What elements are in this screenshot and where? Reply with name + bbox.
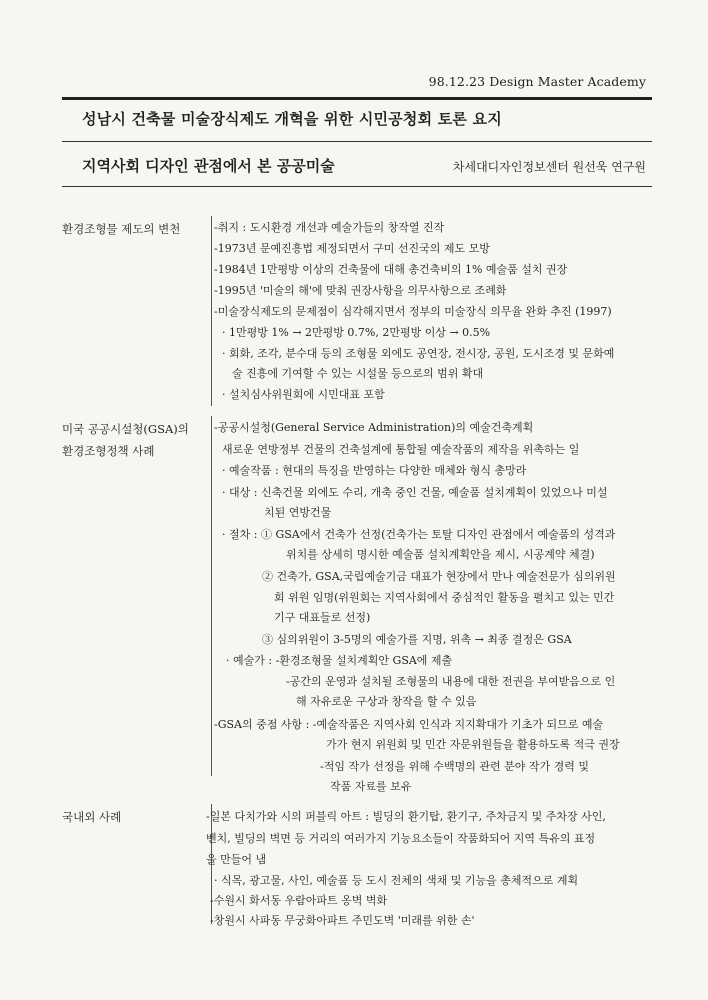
- section-gsa-line: 새로운 연방정부 건물의 건축설계에 통합될 예술작품의 제작을 위촉하는 일: [222, 443, 580, 456]
- section-cases-line: 을 만들어 냄: [206, 853, 267, 866]
- section-gsa-line: -GSA의 중점 사항 : -예술작품은 지역사회 인식과 지지확대가 기초가 되므로 예술: [214, 718, 604, 731]
- section-divider-gsa: [211, 416, 212, 776]
- document-title: 성남시 건축물 미술장식제도 개혁을 위한 시민공청회 토론 요지: [82, 110, 502, 128]
- section-history-line: · 회화, 조각, 분수대 등의 조형물 외에도 공연장, 전시장, 공원, 도시조경 및 문화예: [222, 347, 615, 360]
- section-divider-history: [211, 216, 212, 406]
- section-history-line: -1973년 문예진흥법 제정되면서 구미 선진국의 제도 모방: [214, 242, 490, 255]
- section-gsa-line: ② 건축가, GSA,국립예술기금 대표가 현장에서 만나 예술전문가 심의위원: [262, 570, 616, 583]
- section-history-line: -1984년 1만평방 이상의 건축물에 대해 총건축비의 1% 예술품 설치 권장: [214, 263, 568, 276]
- section-gsa-line: 작품 자료를 보유: [330, 780, 412, 793]
- section-gsa-line: 회 위원 임명(위원회는 지역사회에서 중심적인 활동을 펼치고 있는 민간: [274, 591, 615, 604]
- section-cases-line: · 식목, 광고물, 사인, 예술품 등 도시 전체의 색채 및 기능을 총체적으로 계획: [214, 874, 579, 887]
- section-cases-line: -창원시 사파동 무궁화아파트 주민도벽 '미래를 위한 손': [210, 914, 475, 927]
- section-cases-line: 벤치, 빌딩의 벽면 등 거리의 여러가지 기능요소들이 작품화되어 지역 특유의 표정: [206, 832, 596, 845]
- section-gsa-line: · 절차 : ① GSA에서 건축가 선정(건축가는 토탈 디자인 관점에서 예술품의 성격과: [222, 528, 616, 541]
- section-cases-line: -수원시 화서동 우람아파트 옹벽 벽화: [210, 894, 388, 907]
- section-history-line: · 설치심사위원회에 시민대표 포함: [222, 388, 385, 401]
- section-label-gsa: 미국 공공시설청(GSA)의 환경조형정책 사례: [62, 422, 189, 458]
- section-gsa-line: 기구 대표들로 선정): [274, 611, 371, 624]
- title-divider: [62, 141, 652, 142]
- section-history-line: 술 진흥에 기여할 수 있는 시설물 등으로의 범위 확대: [232, 367, 484, 380]
- section-history-line: -취지 : 도시환경 개선과 예술가들의 창작열 진작: [214, 221, 445, 234]
- section-gsa-line: -적임 작가 선정을 위해 수백명의 관련 분야 작가 경력 및: [320, 760, 589, 773]
- top-rule-thick: [62, 97, 652, 100]
- section-gsa-line: -공간의 운영과 설치될 조형물의 내용에 대한 전권을 부여받음으로 인: [286, 675, 616, 688]
- section-gsa-line: 치된 연방건물: [264, 506, 332, 519]
- section-gsa-line: 위치를 상세히 명시한 예술품 설치계획안을 제시, 시공계약 체결): [286, 548, 595, 561]
- subtitle-divider: [62, 186, 652, 187]
- section-gsa-line: · 예술작품 : 현대의 특징을 반영하는 다양한 매체와 형식 총망라: [222, 464, 527, 477]
- section-history-line: -1995년 '미술의 해'에 맞춰 권장사항을 의무사항으로 조례화: [214, 284, 507, 297]
- section-history-line: -미술장식제도의 문제점이 심각해지면서 정부의 미술장식 의무율 완화 추진 (1997): [214, 305, 612, 318]
- section-label-cases: 국내외 사례: [62, 810, 122, 824]
- section-gsa-line: 해 자유로운 구상과 창작을 할 수 있음: [296, 695, 477, 708]
- section-history-line: · 1만평방 1% → 2만평방 0.7%, 2만평방 이상 → 0.5%: [222, 326, 491, 339]
- section-gsa-line: · 대상 : 신축건물 외에도 수리, 개축 중인 건물, 예술품 설치계획이 있었으나 미설: [222, 486, 608, 499]
- section-gsa-line: · 예술가 : -환경조형물 설치계획안 GSA에 제출: [226, 654, 453, 667]
- section-cases-line: -일본 다치가와 시의 퍼블릭 아트 : 빌딩의 환기탑, 환기구, 주차금지 및 주차장 사인,: [206, 810, 606, 823]
- section-gsa-line: -공공시설청(General Service Administration)의 예술건축계획: [214, 421, 534, 434]
- section-gsa-line: 가가 현지 위원회 및 민간 자문위원들을 활용하도록 적극 권장: [326, 738, 620, 751]
- document-author: 차세대디자인정보센터 원선욱 연구원: [452, 160, 646, 174]
- document-subtitle: 지역사회 디자인 관점에서 본 공공미술: [82, 157, 335, 175]
- section-gsa-line: ③ 심의위원이 3-5명의 예술가를 지명, 위촉 → 최종 결정은 GSA: [262, 633, 572, 646]
- header-meta: 98.12.23 Design Master Academy: [428, 74, 646, 89]
- section-label-history: 환경조형물 제도의 변천: [62, 222, 181, 236]
